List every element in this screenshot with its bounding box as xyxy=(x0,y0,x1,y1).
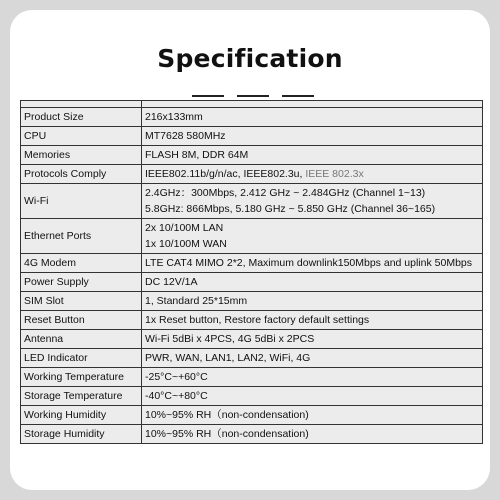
table-row xyxy=(21,425,483,444)
table-row xyxy=(21,146,483,165)
table-row xyxy=(21,311,483,330)
table-row xyxy=(21,108,483,127)
spec-value: PWR, WAN, LAN1, LAN2, WiFi, 4G xyxy=(142,349,483,368)
spec-value xyxy=(142,219,483,254)
spec-label: Memories xyxy=(21,146,142,165)
spec-value-line: 2x 10/100M LAN xyxy=(145,222,224,234)
spec-value: LTE CAT4 MIMO 2*2, Maximum downlink150Mbps and uplink 50Mbps xyxy=(142,254,483,273)
table-row xyxy=(21,219,483,254)
spec-value: 2.4GHz：300Mbps, 2.412 GHz ~ 2.484GHz (Channel 1~13) 5.8GHz: 866Mbps, 5.180 GHz ~ 5.850 GHz (Channel 36~165) xyxy=(142,184,483,219)
table-row xyxy=(21,368,483,387)
title-dash xyxy=(192,95,224,97)
spec-label xyxy=(21,101,142,108)
spec-value: Wi-Fi 5dBi x 4PCS, 4G 5dBi x 2PCS xyxy=(142,330,483,349)
table-row xyxy=(21,406,483,425)
table-row xyxy=(21,101,483,108)
spec-value-line: 1x 10/100M WAN xyxy=(145,238,227,250)
spec-label: Storage Humidity xyxy=(21,425,142,444)
spec-value: 10%~95% RH（non-condensation) xyxy=(142,425,483,444)
table-row xyxy=(21,292,483,311)
spec-label: Working Temperature xyxy=(21,368,142,387)
spec-label: Antenna xyxy=(21,330,142,349)
spec-label: CPU xyxy=(21,127,142,146)
spec-value: FLASH 8M, DDR 64M xyxy=(142,146,483,165)
page-title: Specification xyxy=(157,44,343,73)
specification-table xyxy=(20,100,483,444)
spec-value: 216x133mm xyxy=(142,108,483,127)
spec-label: LED Indicator xyxy=(21,349,142,368)
table-row xyxy=(21,184,483,219)
table-row xyxy=(21,165,483,184)
table-row xyxy=(21,330,483,349)
spec-label: Protocols Comply xyxy=(21,165,142,184)
table-row xyxy=(21,127,483,146)
spec-label: Product Size xyxy=(21,108,142,127)
spec-value: 1, Standard 25*15mm xyxy=(142,292,483,311)
title-dash xyxy=(282,95,314,97)
spec-value: -40°C~+80°C xyxy=(142,387,483,406)
spec-label: Power Supply xyxy=(21,273,142,292)
spec-label: Storage Temperature xyxy=(21,387,142,406)
spec-label: 4G Modem xyxy=(21,254,142,273)
spec-value xyxy=(142,101,483,108)
spec-value: DC 12V/1A xyxy=(142,273,483,292)
spec-value xyxy=(142,165,483,184)
spec-label: Working Humidity xyxy=(21,406,142,425)
spec-label: Reset Button xyxy=(21,311,142,330)
table-row xyxy=(21,254,483,273)
table-row xyxy=(21,387,483,406)
spec-value: 1x Reset button, Restore factory default settings xyxy=(142,311,483,330)
spec-value: 10%~95% RH（non-condensation) xyxy=(142,406,483,425)
spec-label: SIM Slot xyxy=(21,292,142,311)
title-underline xyxy=(10,95,490,97)
title-dash xyxy=(237,95,269,97)
spec-value: -25°C~+60°C xyxy=(142,368,483,387)
table-row xyxy=(21,349,483,368)
spec-label: Ethernet Ports xyxy=(21,219,142,254)
spec-value-extra: IEEE 802.3x xyxy=(302,168,364,180)
spec-value-main: IEEE802.11b/g/n/ac, IEEE802.3u, xyxy=(145,168,303,180)
spec-value: MT7628 580MHz xyxy=(142,127,483,146)
table-row xyxy=(21,273,483,292)
spec-label: Wi-Fi xyxy=(21,184,142,219)
